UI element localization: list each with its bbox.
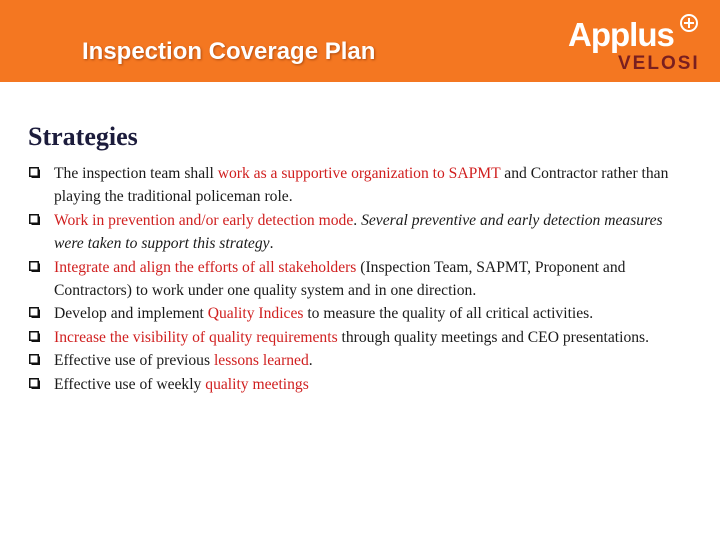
- list-item: [28, 373, 693, 396]
- highlight-text: Quality Indices: [207, 305, 304, 323]
- bullet-text: Effective use of weekly: [54, 375, 206, 393]
- hollow-square-bullet-icon: [29, 214, 40, 225]
- highlight-text: Integrate and align the efforts of all stakeholders: [54, 258, 357, 276]
- hollow-square-bullet-icon: [29, 167, 40, 178]
- list-item: [28, 349, 693, 372]
- highlight-text: lessons learned: [213, 352, 309, 370]
- highlight-text: quality meetings: [205, 375, 309, 393]
- hollow-square-bullet-icon: [29, 307, 40, 318]
- hollow-square-bullet-icon: [29, 331, 40, 342]
- header-bar: [0, 0, 720, 82]
- highlight-text: work as a supportive organization to SAPMT: [217, 165, 501, 182]
- bullet-text: (Inspection Team, SAPMT, Proponent and Contractors) to work under one quality system and in one direction.: [54, 258, 626, 300]
- svg-text:Applus: Applus: [568, 16, 674, 53]
- list-item: [28, 326, 693, 349]
- svg-text:VELOSI: VELOSI: [618, 53, 700, 74]
- bullet-text: Effective use of previous: [54, 352, 214, 370]
- applus-velosi-logo: [566, 12, 716, 76]
- bullet-text: The inspection team shall: [54, 165, 218, 182]
- italic-text: Several preventive and early detection measures were taken to support this strategy: [54, 211, 663, 253]
- list-item: [28, 256, 693, 303]
- bullet-text: .: [308, 352, 313, 370]
- list-item: [28, 302, 693, 325]
- bullet-text: through quality meetings and CEO presentations.: [337, 328, 650, 346]
- list-item: [28, 209, 693, 256]
- bullet-text: to measure the quality of all critical activities.: [303, 305, 594, 323]
- section-heading: Strategies: [28, 122, 138, 151]
- hollow-square-bullet-icon: [29, 354, 40, 365]
- bullet-text: .: [353, 211, 362, 229]
- highlight-text: Increase the visibility of quality requirements: [54, 328, 338, 346]
- bullet-text: Develop and implement: [54, 305, 208, 323]
- strategy-list: [28, 162, 693, 396]
- bullet-text: and Contractor rather than playing the traditional policeman role.: [54, 165, 669, 206]
- hollow-square-bullet-icon: [29, 261, 40, 272]
- slide-title: Inspection Coverage Plan: [82, 38, 376, 65]
- bullet-text: .: [269, 235, 274, 253]
- list-item: [28, 162, 693, 209]
- hollow-square-bullet-icon: [29, 378, 40, 389]
- highlight-text: Work in prevention and/or early detection mode: [54, 211, 354, 229]
